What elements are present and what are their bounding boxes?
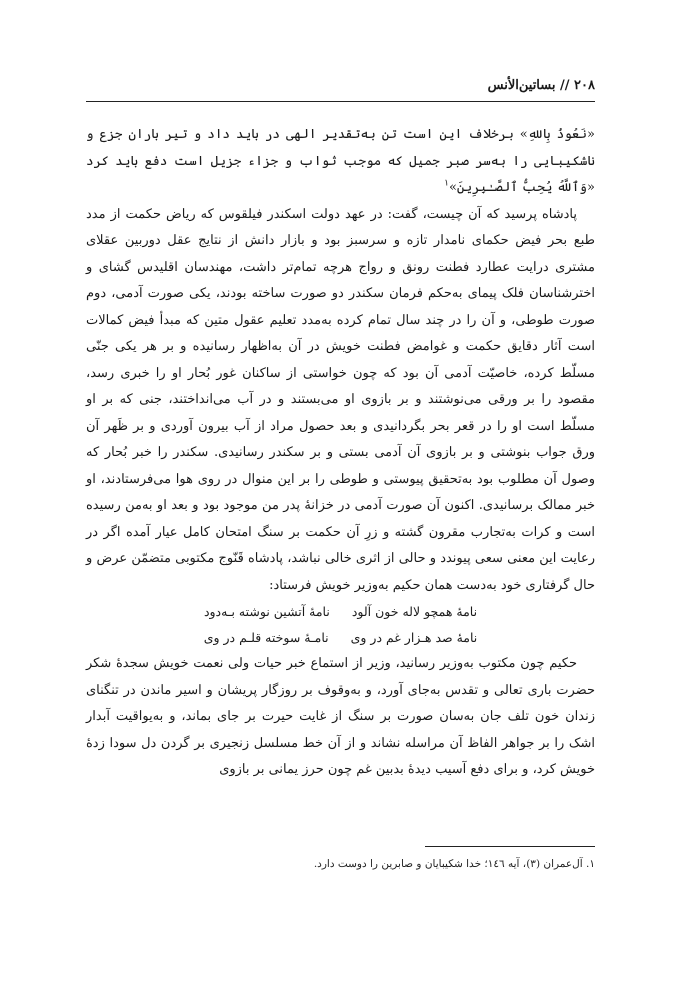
poem-verses — [86, 599, 595, 651]
verse-hemistich: نامهٔ صد هـزار غم در وی — [350, 630, 478, 645]
verse-line-1 — [86, 599, 595, 625]
paragraph-1-text: «نَعُوذُ بِاللهِ» برخلاف این است تن به‌تقدیر الهی در باید داد و تیر باران جزع و ناشکیبایی را به‌سر صبر جمیل که موجب ثواب و جزاء جزیل است دفع باید کرد «وَٱللَّهُ يُحِبُّ ٱلصَّـٰبِرِينَ» — [86, 127, 595, 195]
paragraph-3: حکیم چون مکتوب به‌وزیر رسانید، وزیر از استماع خبر حیات ولی نعمت خویش سجدهٔ شکر حضرت باری تعالی و تقدس به‌جای آورد، و به‌وقوف بر روزگار پریشان و اسیر ماندن در تنگنای زندان خون تلف جان به‌سان صورت بر سنگ از غایت حیرت بر جای بماند، و به‌یواقیت آبدار اشک را بر جواهر الفاظ آن مراسله نشاند و از آن خط مسلسل زنجیری بر گردن دل سودا زدهٔ خویش کرد، و برای دفع آسیب دیدهٔ بدبین غم چون حرز یمانی بر بازوی — [86, 656, 595, 777]
footnote-divider — [425, 846, 595, 847]
paragraph-2: پادشاه پرسید که آن چیست، گفت: در عهد دولت اسکندر فیلقوس که ریاض حکمت از مدد طبع بحر فیض حکمای نامدار تازه و سرسبز بود و بازار دانش از نتایج عقل دوربین عقلای مشتری درایت عطارد فطنت رونق و رواج هرچه تمام‌تر داشت، مهندسان اقلیدس گشای و اخترشناسان فلک پیمای به‌حکم فرمان سکندر دو صورت ساخته بودند، یکی صورت آدمی، دوم صورت طوطی، و آن را در چند سال تمام کرده به‌مدد تعلیم عقول متین که مبدأ فیض کمالات است آثار دقایق حکمت و غوامض فطنت خویش در آن به‌اظهار رسانیده و بر هر یکی جنّی مسلّط کرده، خاصیّت آدمی آن بود که چون خواستی از ساکنان غور بُحار او را خبری رسد، مقصود را بر ورقی می‌نوشتند و بر بازوی او می‌بستند و در آب می‌انداختند، جنی که بر او مسلّط است او را در قعر بحر بگردانیدی و بعد حصول مراد از آب بیرون آوردی و بر ظَهر آن ورق جواب بنوشتی و بر بازوی آن آدمی بستی و بر سکندر رسانیدی. سکندر را خبر بُحار که وصول آن مطلوب بود به‌تحقیق پیوستی و طوطی را بر این منوال در روی هوا می‌فرستادند، او خبر ممالک برسانیدی. اکنون آن صورت آدمی در خزانهٔ پدر من موجود بود و بعد او به‌من رسیده است و کرات به‌تجارب مقرون گشته و زرِ آن حکمت بر سنگ امتحان کامل عیار آمده اگر در رعایت این معنی سعی پیوندد و حالی از اثری خالی نباشد، پادشاه قَنّوج مکتوبی متضمّن عرض و حال گرفتاری خود به‌دست همان حکیم به‌وزیر خویش فرستاد: — [86, 206, 595, 593]
paragraph-1 — [86, 122, 595, 202]
verse-hemistich: نامهٔ آتشین نوشته بـه‌دود — [203, 604, 330, 619]
verse-line-2 — [86, 625, 595, 651]
verse-hemistich: نامهٔ همچو لاله خون آلود — [351, 604, 478, 619]
verse-hemistich: نامـهٔ سوخته قلـم در وی — [203, 630, 329, 645]
footnote-reference: ۱ — [444, 178, 449, 189]
page-header — [86, 78, 595, 102]
running-head: ۲۰۸ // بساتین‌الأنس — [487, 78, 595, 93]
footnote: ۱. آل‌عمران (۳)، آیه ۱٤٦؛ خدا شکیبایان و صابرین را دوست دارد. — [313, 858, 595, 870]
main-text — [86, 122, 595, 784]
